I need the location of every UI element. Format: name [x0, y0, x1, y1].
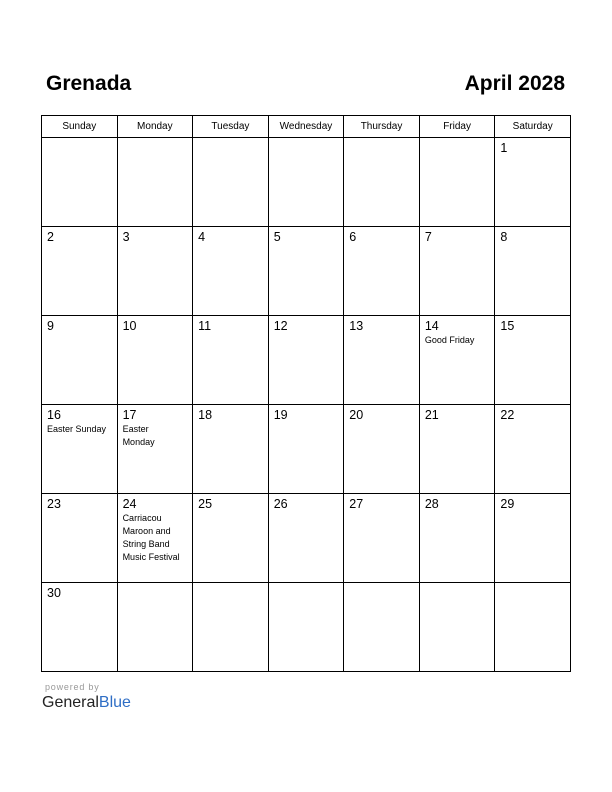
- day-number: 18: [198, 408, 213, 422]
- day-number: 23: [47, 497, 61, 511]
- day-cell: [42, 583, 118, 672]
- day-cell: [419, 405, 495, 494]
- day-cell: [268, 494, 344, 583]
- day-cell: [344, 405, 420, 494]
- day-number: 1: [500, 141, 508, 155]
- day-cell: [193, 316, 269, 405]
- brand-part-blue: Blue: [98, 694, 131, 711]
- week-row: [42, 405, 571, 494]
- day-cell: [344, 494, 420, 583]
- day-cell: [495, 316, 571, 405]
- brand-logo[interactable]: [42, 693, 131, 713]
- day-number: 22: [500, 408, 515, 422]
- day-cell: [42, 316, 118, 405]
- country-title: Grenada: [46, 72, 132, 95]
- day-number: 16: [47, 408, 61, 422]
- day-cell: [344, 583, 420, 672]
- day-cell: [268, 405, 344, 494]
- day-cell: [117, 583, 193, 672]
- holiday-label: Good Friday: [424, 335, 475, 345]
- holiday-label: Carriacou Maroon and String Band Music Festival: [122, 513, 180, 562]
- day-cell: [495, 227, 571, 316]
- day-number: 29: [500, 497, 515, 511]
- week-row: [42, 316, 571, 405]
- brand-part-general: General: [42, 694, 99, 711]
- weekday-wednesday: Wednesday: [268, 116, 344, 138]
- powered-by-label: powered by: [45, 682, 100, 692]
- day-cell: [268, 227, 344, 316]
- day-cell: [42, 405, 118, 494]
- day-number: 28: [424, 497, 439, 511]
- day-cell: [268, 583, 344, 672]
- day-number: 9: [47, 319, 54, 333]
- day-number: 12: [273, 319, 288, 333]
- day-cell: [193, 227, 269, 316]
- day-number: 26: [273, 497, 288, 511]
- day-cell: [42, 494, 118, 583]
- day-cell: [193, 494, 269, 583]
- week-row: [42, 494, 571, 583]
- day-number: 8: [500, 230, 508, 244]
- day-number: 5: [273, 230, 281, 244]
- day-number: 3: [122, 230, 130, 244]
- day-number: 30: [47, 586, 61, 600]
- day-number: 27: [349, 497, 364, 511]
- day-number: 21: [424, 408, 439, 422]
- weekday-thursday: Thursday: [344, 116, 420, 138]
- day-number: 19: [273, 408, 288, 422]
- calendar-grid: [41, 115, 571, 672]
- day-number: 14: [424, 319, 439, 333]
- day-cell: [419, 583, 495, 672]
- holiday-label: Easter Sunday: [47, 424, 107, 434]
- day-cell: [495, 138, 571, 227]
- day-number: 17: [122, 408, 137, 422]
- day-cell: [268, 316, 344, 405]
- week-row: [42, 138, 571, 227]
- day-cell: [193, 583, 269, 672]
- day-number: 24: [122, 497, 137, 511]
- day-cell: [419, 227, 495, 316]
- day-number: 4: [198, 230, 206, 244]
- day-cell: [117, 494, 193, 583]
- day-cell: [117, 227, 193, 316]
- day-cell: [495, 405, 571, 494]
- day-number: 7: [424, 230, 432, 244]
- day-number: 25: [198, 497, 213, 511]
- day-cell: [419, 494, 495, 583]
- weekday-sunday: Sunday: [42, 116, 118, 138]
- day-cell: [42, 227, 118, 316]
- day-number: 20: [349, 408, 364, 422]
- weekday-header-row: [42, 116, 571, 138]
- day-cell: [117, 138, 193, 227]
- day-cell: [344, 316, 420, 405]
- day-cell: [344, 227, 420, 316]
- week-row: [42, 583, 571, 672]
- day-cell: [344, 138, 420, 227]
- day-number: 13: [349, 319, 364, 333]
- month-title: April 2028: [464, 72, 565, 95]
- day-cell: [117, 405, 193, 494]
- day-number: 10: [122, 319, 137, 333]
- day-cell: [42, 138, 118, 227]
- day-cell: [193, 138, 269, 227]
- day-cell: [419, 138, 495, 227]
- day-number: 11: [198, 319, 212, 333]
- day-number: 6: [349, 230, 357, 244]
- weekday-saturday: Saturday: [495, 116, 571, 138]
- day-cell: [117, 316, 193, 405]
- day-cell: [268, 138, 344, 227]
- weekday-tuesday: Tuesday: [193, 116, 269, 138]
- day-cell: [495, 583, 571, 672]
- day-cell: [419, 316, 495, 405]
- week-row: [42, 227, 571, 316]
- holiday-label: Easter Monday: [122, 424, 155, 447]
- weekday-friday: Friday: [419, 116, 495, 138]
- day-number: 2: [47, 230, 54, 244]
- day-number: 15: [500, 319, 515, 333]
- day-cell: [193, 405, 269, 494]
- weekday-monday: Monday: [117, 116, 193, 138]
- day-cell: [495, 494, 571, 583]
